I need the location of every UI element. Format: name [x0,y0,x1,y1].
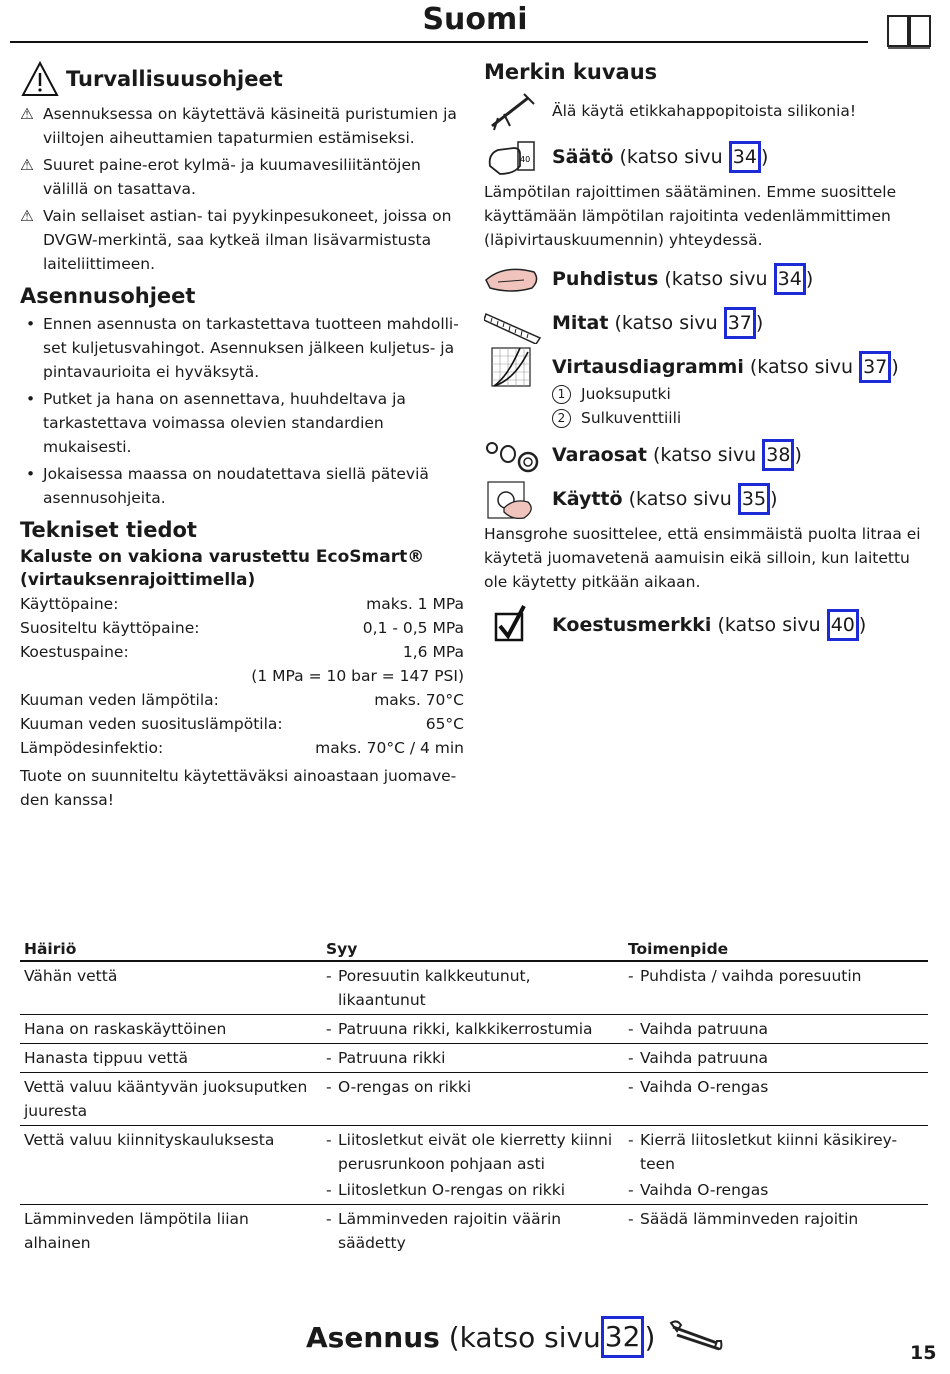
flow-label: Virtausdiagrammi (katso sivu 37 ) [552,351,899,383]
header-action: Toimenpide [624,936,928,961]
table-row: Hana on raskaskäyttöinen - Patruuna rikki, kalkkikerrostumia - Vaihda patruuna [20,1015,928,1044]
install-item: • Jokaisessa maassa on noudatettava siellä päteviä asennusohjeita. [26,465,429,507]
dims-label: Mitat (katso sivu 37 ) [552,307,763,339]
tech-note: Tuote on suunniteltu käytettäväksi ainoastaan juomave-den kanssa! [20,767,457,809]
safety-item: ⚠ Suuret paine-erot kylmä- ja kuumavesiliitäntöjen välillä on tasattava. [20,153,464,201]
install-item: • Putket ja hana on asennettava, huuhdeltava ja tarkastettava voimassa olevien standardien mukaisesti. [26,390,406,456]
symbols-heading: Merkin kuvaus [484,60,658,84]
dims-page-link[interactable]: 37 [724,307,756,339]
flow-legend-item: 2 Sulkuventtiili [484,406,934,430]
safety-item: ⚠ Asennuksessa on käytettävä käsineitä puristumien ja viiltojen aiheuttamien tapaturmien estämiseksi. [20,102,464,150]
silicone-text: Älä käytä etikkahappopitoista silikonia! [552,102,857,120]
test-page-link[interactable]: 40 [827,609,859,641]
warning-small-icon: ⚠ [20,105,34,123]
tech-heading: Tekniset tiedot [20,518,197,542]
use-page-link[interactable]: 35 [738,483,770,515]
install-item: • Ennen asennusta on tarkastettava tuotteen mahdolli-set kuljetusvahingot. Asennuksen jälkeen kuljetus- ja pintavaurioita ei hyväksytä. [26,315,459,381]
adjust-page-link[interactable]: 34 [729,141,761,173]
spec-row: Suositeltu käyttöpaine: 0,1 - 0,5 MPa [20,619,464,637]
safety-heading-row [20,60,464,98]
use-row [484,478,934,520]
spare-parts-icon [484,434,542,476]
safety-item: ⚠ Vain sellaiset astian- tai pyykinpesukoneet, joissa on DVGW-merkintä, saa kytkeä ilman lisävarmistusta laiteliittimeen. [20,204,464,276]
adjust-hand-icon [484,136,542,178]
flow-row [484,346,934,388]
silicone-row [484,90,934,132]
troubleshooting-table [20,936,928,1257]
dims-row [484,302,934,344]
test-row [484,604,934,646]
parts-page-link[interactable]: 38 [762,439,794,471]
tech-subheading: Kaluste on vakiona varustettu EcoSmart® (virtauksenrajoittimella) [20,547,425,590]
warning-triangle-icon [20,60,60,98]
left-column [20,60,464,812]
use-label: Käyttö (katso sivu 35 ) [552,483,777,515]
pressure-conversion: (1 MPa = 10 bar = 147 PSI) [251,667,464,685]
warning-small-icon: ⚠ [20,156,34,174]
clean-page-link[interactable]: 34 [774,263,806,295]
ruler-icon [484,302,542,344]
table-row: Vettä valuu kiinnityskauluksesta - Liitosletkut eivät ole kierretty kiinni perusrunkoon pohjaan asti - Liitosletkun O-rengas on rikki - Kierrä liitosletkut kiinni käsikirey-teen - Vaihda O-rengas [20,1126,928,1205]
table-header-row [20,936,928,961]
page-title: Suomi [422,2,528,37]
flow-page-link[interactable]: 37 [859,351,891,383]
flow-diagram-icon [484,346,542,388]
parts-row [484,434,934,476]
table-row: Vettä valuu kääntyvän juoksuputken juuresta - O-rengas on rikki - Vaihda O-rengas [20,1073,928,1126]
spec-row: Kuuman veden suosituslämpötila: 65°C [20,715,464,733]
table-row: Lämminveden lämpötila liian alhainen - Lämminveden rajoitin väärin säädetty - Säädä lämminveden rajoitin [24,1210,859,1252]
clean-row [484,258,934,300]
install-page-link[interactable]: 32 [601,1316,645,1358]
parts-label: Varaosat (katso sivu 38 ) [552,439,802,471]
flow-legend-item: 1 Juoksuputki [484,382,934,406]
clean-label: Puhdistus (katso sivu 34 ) [552,263,813,295]
operation-hand-icon [484,478,542,520]
header-fault: Häiriö [20,936,322,961]
adjust-label: Säätö (katso sivu 34 ) [552,141,768,173]
adjust-text: Lämpötilan rajoittimen säätäminen. Emme suosittele käyttämään lämpötilan rajoitinta vedenlämmittimen (läpivirtauskuumennin) yhteydessä. [484,183,897,249]
table-row: Hanasta tippuu vettä - Patruuna rikki - Vaihda patruuna [20,1044,928,1073]
svg-text:40: 40 [520,155,531,164]
warning-small-icon: ⚠ [20,207,34,225]
silicone-gun-icon [484,90,542,132]
footer-install-title: Asennus (katso sivu 32 ) [306,1316,725,1358]
spec-row: Lämpödesinfektio: maks. 70°C / 4 min [20,739,464,757]
cleaning-hand-icon [484,258,542,300]
use-text: Hansgrohe suosittelee, että ensimmäistä puolta litraa ei käytetä juomavetenä aamuisin eikä silloin, kun laitettu ole käytetty pitkään aikaan. [484,525,921,591]
install-heading: Asennusohjeet [20,284,196,308]
page-number: 15 [910,1342,937,1364]
spec-row: Koestuspaine: 1,6 MPa [20,643,464,661]
spec-row: Käyttöpaine: maks. 1 MPa [20,595,464,613]
table-row: Vähän vettä - Poresuutin kalkkeutunut, likaantunut - Puhdista / vaihda poresuutin [20,961,928,1015]
wrench-icon [669,1317,725,1357]
header-cause: Syy [322,936,624,961]
spec-row: Kuuman veden lämpötila: maks. 70°C [20,691,464,709]
test-label: Koestusmerkki (katso sivu 40 ) [552,609,866,641]
right-column [484,60,934,646]
title-rule [10,41,868,43]
book-icon [886,12,932,50]
checkmark-box-icon [484,604,542,646]
adjust-row [484,136,934,178]
safety-heading: Turvallisuusohjeet [66,67,283,91]
